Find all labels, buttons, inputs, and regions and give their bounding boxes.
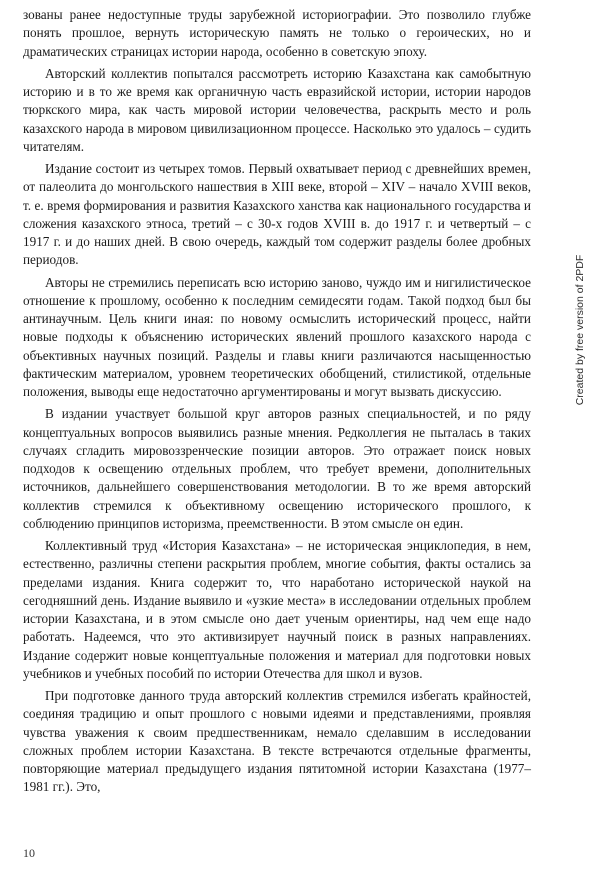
page-number: 10 <box>23 846 35 860</box>
body-text <box>23 6 531 801</box>
paragraph-5: В издании участвует большой круг авторов разных специальностей, и по ряду концептуальных вопросов выявились разные мнения. Редколлегия не пыталась в таких случаях сгладить мировоззренческие позиции авторов. Это отражает поиск новых подходов к освещению отдельных проблем, что требует времени, дополнительных источников, дальнейшего совершенствования методологии. В то же время авторский коллектив стремился к объективному освещению исторического прошлого, к соблюдению принципов историзма, преемственности. В этом смысле он един. <box>23 406 531 531</box>
paragraph-2: Авторский коллектив попытался рассмотреть историю Казахстана как самобытную историю и в то же время как органичную часть евразийской истории, истории народов тюркского мира, как часть мировой истории человечества, раскрыть место и роль казахского народа в мировом цивилизационном процессе. Насколько это удалось – судить читателям. <box>23 65 531 154</box>
paragraph-7: При подготовке данного труда авторский коллектив стремился избегать крайностей, соединяя традицию и опыт прошлого с новыми идеями и представлениями, проявляя чувства уважения к своим предшественникам, немало сделавшим в исследовании сложных проблем истории Казахстана. В тексте встречаются отдельные фрагменты, повторяющие материал предыдущего издания пятитомной истории Казахстана (1977–1981 гг.). Это, <box>23 688 531 795</box>
paragraph-1: зованы ранее недоступные труды зарубежной историографии. Это позволило глубже понять прошлое, вернуть историческую память не только о героических, но и драматических страницах истории народа, особенно в советскую эпоху. <box>23 7 531 59</box>
paragraph-4: Авторы не стремились переписать всю историю заново, чуждо им и нигилистическое отношение к прошлому, особенно к последним семидесяти годам. Такой подход был бы антинаучным. Цель книги иная: по новому осмыслить исторический процесс, найти новые подходы к объяснению исторических явлений прошлого казахского народа с объективных научных позиций. Разделы и главы книги различаются насыщенностью фактическим материалом, уровнем теоретических обобщений, стилистикой, отдельные положения, выводы еще недостаточно аргументированы и могут вызвать дискуссию. <box>23 274 531 399</box>
paragraph-3: Издание состоит из четырех томов. Первый охватывает период с древнейших времен, от палеолита до монгольского нашествия в XIII веке, второй – XIV – начало XVIII веков, т. е. время формирования и развития Казахского ханства как национального государства и сложения казахского этноса, третий – с 30-х годов XVIII в. до 1917 г. и четвертый – с 1917 г. и до наших дней. В свою очередь, каждый том содержит разделы более дробных периодов. <box>23 161 531 268</box>
watermark-stamp-text: Created by free version of 2PDF <box>574 254 586 406</box>
paragraph-6: Коллективный труд «История Казахстана» – не историческая энциклопедия, в нем, естественно, различны степени раскрытия проблем, многие события, факты остались за пределами издания. Книга содержит то, что наработано исторической наукой на сегодняшний день. Издание выявило и «узкие места» в исследовании отдельных проблем истории Казахстана, и в этом смысле оно дает ученым ориентиры, над чем еще надо работать. Надеемся, что это активизирует научный поиск в разных направлениях. Издание содержит новые концептуальные положения и материал для подготовки новых учебников и учебных пособий по истории Отечества для школ и вузов. <box>23 538 531 681</box>
